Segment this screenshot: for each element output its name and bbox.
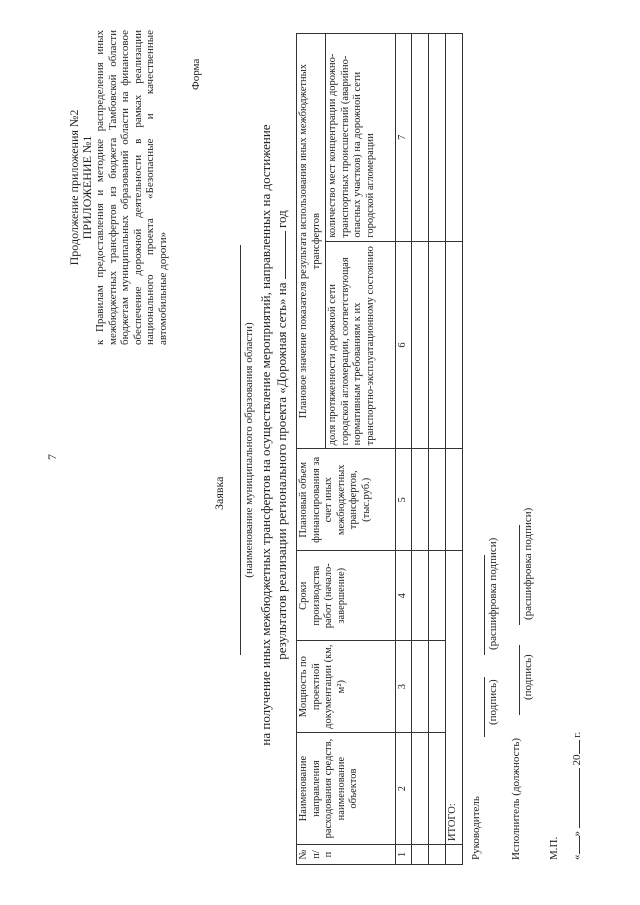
date-close-quote: »: [571, 831, 583, 837]
head-decoding-caption: (расшифровка подписи): [487, 537, 499, 650]
executor-decoding-caption: (расшифровка подписи): [522, 507, 534, 620]
column-number-row: [396, 34, 412, 865]
request-table: [296, 33, 463, 865]
header-capacity: Мощность по проектной документации (км, м²): [297, 641, 396, 733]
municipality-blank-line: [240, 245, 241, 655]
executor-decoding-line: [519, 525, 520, 625]
form-label: Форма: [190, 58, 202, 90]
request-title-year-word: год: [274, 210, 289, 228]
date-line: [570, 732, 583, 860]
header-num: № п/п: [297, 845, 396, 865]
executor-signature-caption: (подпись): [522, 654, 534, 700]
header-name: Наименование направления расходования средств, наименование объектов: [297, 733, 396, 845]
document-title: Заявка: [212, 476, 226, 510]
head-signature-caption: (подпись): [487, 679, 499, 725]
header-sub-count: количество мест концентрации дорожно-транспортных происшествий (аварийно-опасных участков) на дорожной сети городской агломерации: [326, 34, 396, 242]
appendix-block: [68, 30, 170, 345]
seal-label: М.П.: [548, 836, 560, 860]
year-suffix: г.: [571, 731, 583, 738]
appendix-number: ПРИЛОЖЕНИЕ №1: [80, 135, 94, 240]
head-decoding-line: [484, 555, 485, 655]
col-number-6: 6: [396, 241, 412, 449]
request-title-line2: [274, 35, 290, 835]
month-blank: [570, 768, 580, 828]
request-title: [258, 35, 290, 835]
request-title-line2-text: результатов реализации регионального проекта «Дорожная сеть» на: [274, 282, 289, 660]
head-signature-line: [484, 677, 485, 737]
header-plan: Плановое значение показателя результата использования иных межбюджетных трансфертов: [297, 34, 326, 449]
total-label: ИТОГО:: [445, 551, 462, 845]
col-number-5: 5: [396, 449, 412, 551]
date-open-quote: «: [571, 854, 583, 860]
page-number: 7: [45, 454, 59, 460]
appendix-continuation: Продолжение приложения №2: [67, 109, 81, 266]
header-terms: Сроки производства работ (начало-завершение): [297, 551, 396, 641]
header-sub-share: доля протяженности дорожной сети городской агломерации, соответствующая нормативным требованиям к их транспортно-эксплуатационному состоянию: [326, 241, 396, 449]
col-number-7: 7: [396, 34, 412, 242]
table-row: [428, 34, 445, 865]
request-title-line1: на получение иных межбюджетных трансфертов на осуществление мероприятий, направленных на достижение: [258, 124, 273, 746]
appendix-body: к Правилам предоставления и методике распределения иных межбюджетных трансфертов из бюджета Тамбовской области бюджетам муниципальных образований области на финансовое обеспечение дорожной деятельности в рамках реализации национального проекта «Безопасные и качественные автомобильные дороги»: [94, 30, 169, 345]
total-row: [445, 34, 462, 865]
col-number-4: 4: [396, 551, 412, 641]
year-blank: [275, 231, 286, 279]
executor-label: Исполнитель (должность): [510, 737, 522, 860]
col-number-1: 1: [396, 845, 412, 865]
table-row: [411, 34, 428, 865]
header-row-1: [297, 34, 326, 865]
col-number-3: 3: [396, 641, 412, 733]
head-label: Руководитель: [470, 796, 482, 860]
year-prefix: 20: [571, 754, 583, 766]
header-funding: Плановый объем финансирования за счет иных межбюджетных трансфертов, (тыс.руб.): [297, 449, 396, 551]
executor-signature-line: [519, 645, 520, 715]
day-blank: [570, 837, 580, 855]
col-number-2: 2: [396, 733, 412, 845]
year-digits-blank: [570, 741, 580, 755]
municipality-caption: (наименование муниципального образования области): [243, 322, 255, 578]
